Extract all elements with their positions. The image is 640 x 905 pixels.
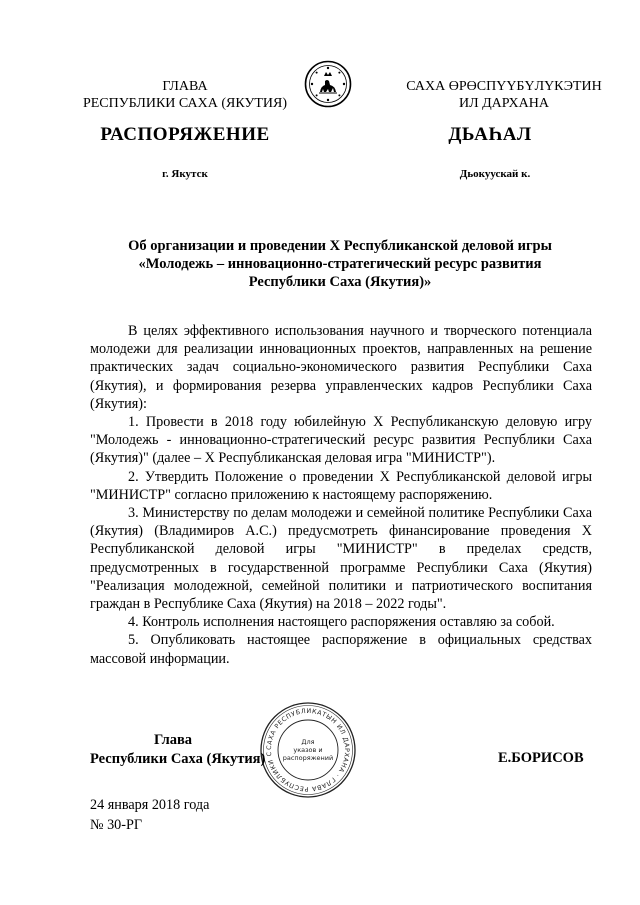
body-item-2: 2. Утвердить Положение о проведении X Республиканской деловой игры "МИНИСТР" согласно приложению к настоящему распоряжению.: [90, 468, 592, 503]
document-date-block: [90, 795, 209, 835]
header-left-line1: ГЛАВА: [162, 79, 208, 94]
signature-title: [90, 731, 290, 769]
header-right-line1: САХА ӨРӨСПҮҮБҮЛҮКЭТИН: [406, 79, 602, 94]
coat-of-arms-emblem: [304, 60, 352, 108]
body-item-1: 1. Провести в 2018 году юбилейную X Республиканскую деловую игру "Молодежь - инновационно-стратегический ресурс развития Республики Саха (Якутия)" (далее – X Республиканская деловая игра "МИНИСТР").: [90, 414, 592, 467]
body-item-5: 5. Опубликовать настоящее распоряжение в официальных средствах массовой информации.: [90, 632, 592, 667]
document-title: [90, 237, 590, 291]
title-line2: «Молодежь – инновационно-стратегический ресурс развития: [138, 256, 542, 272]
body-item-4: 4. Контроль исполнения настоящего распоряжения оставляю за собой.: [128, 614, 555, 631]
signature-title-line1: Глава: [154, 732, 193, 748]
stamp-center-line2: указов и: [293, 746, 323, 754]
doc-type-sah: ДЬАҺАЛ: [448, 124, 532, 145]
city-sah: Дьокуускай к.: [459, 168, 531, 180]
stamp-center-line1: Для: [301, 738, 315, 746]
stamp-ring-text: САХА РЕСПУБЛИКАТЫН ИЛ ДАРХАНА · ГЛАВА РЕСПУБЛИКИ С: [265, 707, 351, 793]
doc-type-ru: РАСПОРЯЖЕНИЕ: [100, 124, 270, 145]
document-body: [90, 322, 592, 668]
body-item-3: 3. Министерству по делам молодежи и семейной политике Республики Саха (Якутия) (Владимиров А.С.) предусмотреть финансирование проведения X Республиканской деловой игры "МИНИСТР" в пределах средств, предусмотренных в государственной программе Республики Саха (Якутия) "Реализация молодежной, семейной политики и патриотического воспитания граждан в Республике Саха (Якутия) на 2018 – 2022 годы".: [90, 505, 592, 613]
signature-title-line2: Республики Саха (Якутия): [90, 751, 266, 767]
title-line1: Об организации и проведении X Республиканской деловой игры: [128, 238, 552, 254]
stamp-center-line3: распоряжений: [282, 754, 334, 762]
city-ru: г. Якутск: [162, 168, 208, 180]
title-line3: Республики Саха (Якутия)»: [248, 274, 432, 290]
header-right: [384, 78, 624, 112]
emblem-icon: [304, 60, 352, 108]
header-left: [70, 78, 300, 112]
header-left-line2: РЕСПУБЛИКИ САХА (ЯКУТИЯ): [82, 96, 288, 111]
header-right-line2: ИЛ ДАРХАНА: [458, 96, 549, 111]
document-date: 24 января 2018 года: [90, 797, 210, 813]
signature-name: Е.БОРИСОВ: [498, 750, 584, 766]
document-number: № 30-РГ: [90, 817, 143, 833]
body-intro: В целях эффективного использования научного и творческого потенциала молодежи для реализации инновационных проектов, направленных на решение практических задач социально-экономического развития Республики Саха (Якутия), и формирования резерва управленческих кадров Республики Саха (Якутия):: [90, 323, 592, 412]
